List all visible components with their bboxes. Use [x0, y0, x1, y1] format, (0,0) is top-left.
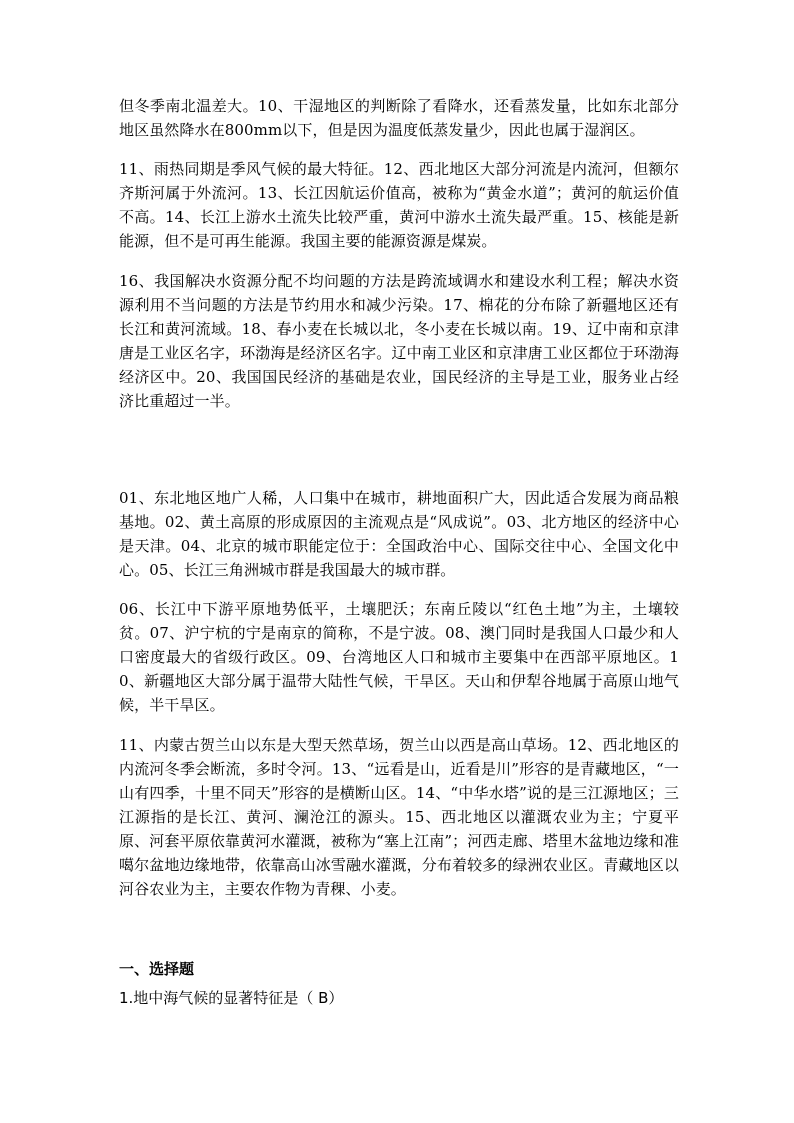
paragraph-geography-notes-1: 但冬季南北温差大。10、干湿地区的判断除了看降水，还看蒸发量，比如东北部分地区虽然降水在800mm以下，但是因为温度低蒸发量少，因此也属于湿润区。: [119, 97, 679, 139]
section-heading: 一、选择题: [119, 960, 195, 978]
paragraph-geography-notes-3: 16、我国解决水资源分配不均问题的方法是跨流域调水和建设水利工程；解决水资源利用不当问题的方法是节约用水和减少污染。17、棉花的分布除了新疆地区还有长江和黄河流域。18、春小麦在长城以北，冬小麦在长城以南。19、辽中南和京津唐是工业区名字，环渤海是经济区名字。辽中南工业区和京津唐工业区都位于环渤海经济区中。20、我国国民经济的基础是农业，国民经济的主导是工业，服务业占经济比重超过一半。: [119, 272, 679, 410]
paragraph-regional-notes-3: 11、内蒙古贺兰山以东是大型天然草场，贺兰山以西是高山草场。12、西北地区的内流河冬季会断流，多时令河。13、“远看是山，近看是川”形容的是青藏地区，“一山有四季，十里不同天”形容的是横断山区。14、“中华水塔”说的是三江源地区；三江源指的是长江、黄河、澜沧江的源头。15、西北地区以灌溉农业为主；宁夏平原、河套平原依靠黄河水灌溉，被称为“塞上江南”；河西走廊、塔里木盆地边缘和准噶尔盆地边缘地带，依靠高山冰雪融水灌溉，分布着较多的绿洲农业区。青藏地区以河谷农业为主，主要农作物为青稞、小麦。: [119, 736, 679, 898]
paragraph-regional-notes-1: 01、东北地区地广人稀，人口集中在城市，耕地面积广大，因此适合发展为商品粮基地。02、黄土高原的形成原因的主流观点是“风成说”。03、北方地区的经济中心是天津。04、北京的城市职能定位于：全国政治中心、国际交往中心、全国文化中心。05、长江三角洲城市群是我国最大的城市群。: [119, 489, 679, 579]
paragraph-geography-notes-2: 11、雨热同期是季风气候的最大特征。12、西北地区大部分河流是内流河，但额尔齐斯河属于外流河。13、长江因航运价值高，被称为“黄金水道”；黄河的航运价值不高。14、长江上游水土流失比较严重，黄河中游水土流失最严重。15、核能是新能源，但不是可再生能源。我国主要的能源资源是煤炭。: [119, 160, 679, 250]
paragraph-regional-notes-2: 06、长江中下游平原地势低平，土壤肥沃；东南丘陵以“红色土地”为主，土壤较贫。07、沪宁杭的宁是南京的简称，不是宁波。08、澳门同时是我国人口最少和人口密度最大的省级行政区。09、台湾地区人口和城市主要集中在西部平原地区。10、新疆地区大部分属于温带大陆性气候，干旱区。天山和伊犁谷地属于高原山地气候，半干旱区。: [119, 600, 679, 714]
question-1: 1.地中海气候的显著特征是（ B）: [119, 989, 344, 1007]
